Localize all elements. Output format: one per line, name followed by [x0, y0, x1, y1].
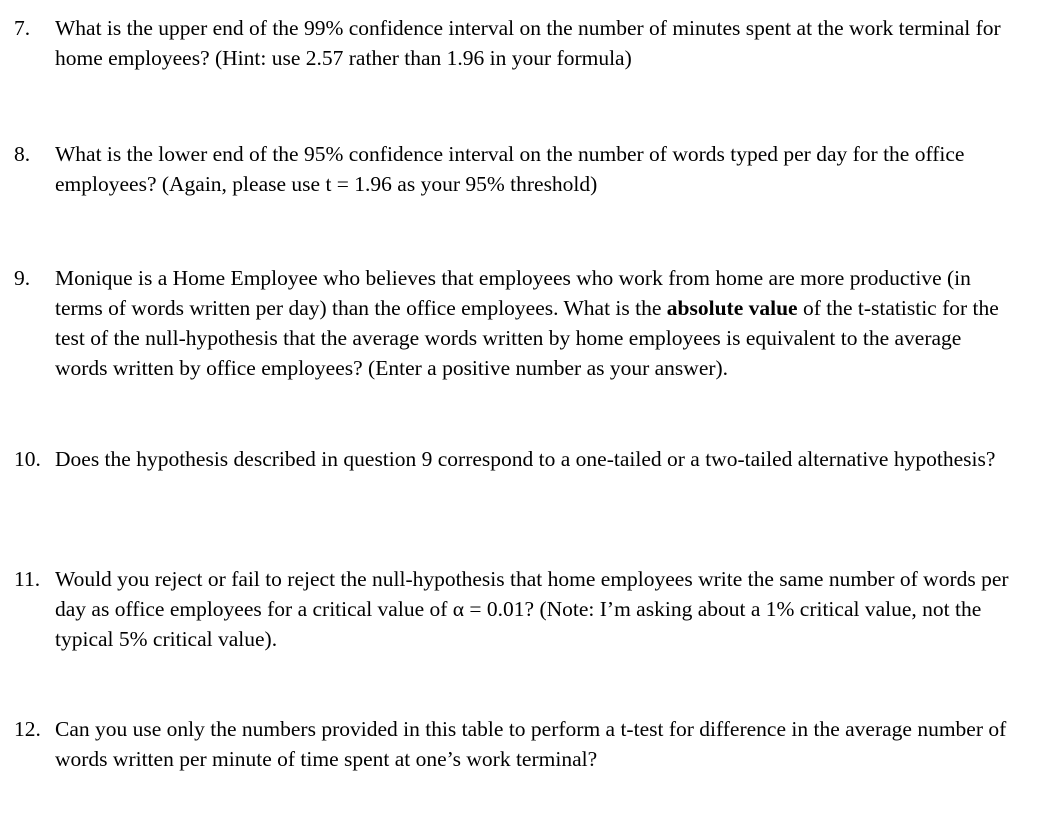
question-text-part: Would you reject or fail to reject the null-hypothesis that home employees write the same number of words per day as office employees for a critical value of — [55, 567, 1009, 621]
question-text: What is the lower end of the 95% confidence interval on the number of words typed per day for the office employees? (Again, please use t = 1.96 as your 95% threshold) — [55, 142, 965, 196]
question-number: 7. — [14, 16, 31, 40]
question-11 — [14, 564, 1014, 654]
question-text: Can you use only the numbers provided in this table to perform a t-test for difference in the average number of words written per minute of time spent at one’s work terminal? — [55, 717, 1007, 771]
question-9 — [14, 263, 1014, 383]
question-text-part: Monique is a Home Employee who believes that employees who work from home are more productive (in terms of words written per day) than the office employees. What is the — [55, 266, 971, 320]
question-text-part: ? (Note: I’m asking about a 1% critical value, not the typical 5% critical value). — [55, 597, 982, 651]
question-number: 8. — [14, 142, 31, 166]
question-8 — [14, 139, 1014, 199]
question-text — [55, 564, 1014, 654]
question-text: What is the upper end of the 99% confidence interval on the number of minutes spent at the work terminal for home employees? (Hint: use 2.57 rather than 1.96 in your formula) — [55, 16, 1001, 70]
question-7 — [14, 13, 1014, 73]
question-10 — [14, 444, 1014, 474]
question-text-part: of the t-statistic for the test of the null-hypothesis that the average words written by home employees is equivalent to the average words written by office employees? (Enter a positive number as your answer). — [55, 296, 999, 380]
question-number: 10. — [14, 447, 41, 471]
question-number: 11. — [14, 567, 41, 591]
alpha-expression: α = 0.01 — [452, 597, 525, 621]
question-text — [55, 263, 1014, 383]
question-12 — [14, 714, 1014, 774]
question-number: 9. — [14, 266, 31, 290]
question-text: Does the hypothesis described in question 9 correspond to a one-tailed or a two-tailed alternative hypothesis? — [55, 447, 996, 471]
emphasis-absolute-value: absolute value — [666, 296, 798, 320]
question-number: 12. — [14, 717, 41, 741]
